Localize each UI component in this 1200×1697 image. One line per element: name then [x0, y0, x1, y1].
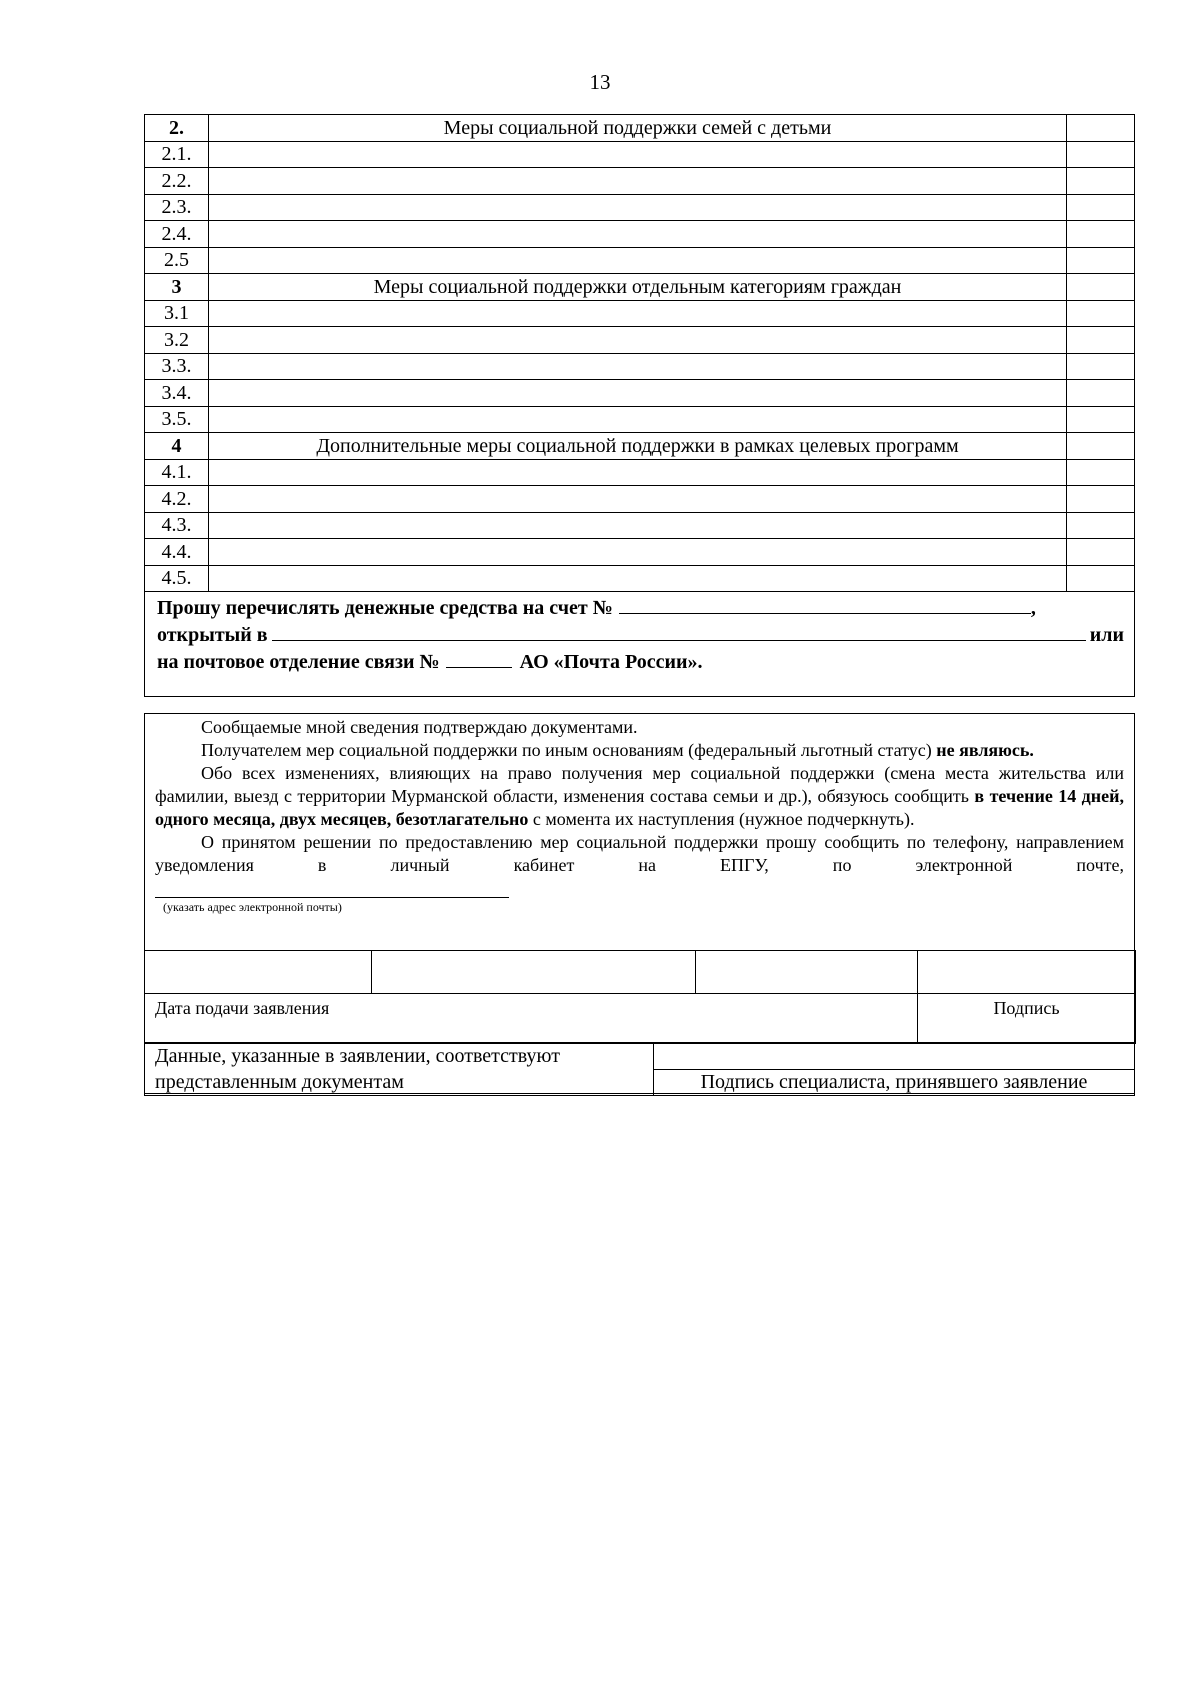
- measure-cell[interactable]: [209, 141, 1067, 168]
- mark-cell[interactable]: [1067, 247, 1135, 274]
- mark-cell[interactable]: [1067, 565, 1135, 592]
- row-number: 4.2.: [145, 486, 209, 513]
- table-row: [145, 194, 1135, 221]
- acceptance-statement: Данные, указанные в заявлении, соответствуют представленным документам: [145, 1043, 654, 1096]
- payment-post-label: на почтовое отделение связи №: [157, 651, 440, 673]
- table-row: [145, 486, 1135, 513]
- email-field[interactable]: [155, 897, 509, 898]
- row-number: 3.2: [145, 327, 209, 354]
- page-number: 13: [589, 70, 611, 94]
- specialist-signature-label: Подпись специалиста, принявшего заявление: [654, 1069, 1135, 1096]
- statement-text: [145, 714, 1134, 877]
- measure-cell[interactable]: [209, 565, 1067, 592]
- submission-date-label: Дата подачи заявления: [145, 994, 918, 1044]
- table-row: [145, 406, 1135, 433]
- mark-cell[interactable]: [1067, 539, 1135, 566]
- table-section-row: [145, 433, 1135, 460]
- statement-p3-end: с момента их наступления (нужное подчеркнуть).: [532, 809, 915, 829]
- row-number: 4.3.: [145, 512, 209, 539]
- signature-cell[interactable]: [918, 951, 1136, 994]
- acceptance-table: [144, 1042, 1135, 1096]
- measure-cell[interactable]: [209, 459, 1067, 486]
- mark-cell[interactable]: [1067, 512, 1135, 539]
- measure-cell[interactable]: [209, 353, 1067, 380]
- table-row: [145, 353, 1135, 380]
- date-cell-1[interactable]: [145, 951, 372, 994]
- statement-paragraph-3: [155, 762, 1124, 831]
- date-cell-3[interactable]: [696, 951, 918, 994]
- row-number: 4.1.: [145, 459, 209, 486]
- statement-p3-bold: в течение 14 дней, одного месяца, двух месяцев, безотлагательно: [155, 786, 1124, 829]
- table-row: [145, 512, 1135, 539]
- measure-cell[interactable]: [209, 512, 1067, 539]
- payment-account-comma: ,: [1030, 597, 1036, 619]
- measure-cell[interactable]: [209, 406, 1067, 433]
- table-section-row: [145, 115, 1135, 142]
- mark-cell[interactable]: [1067, 194, 1135, 221]
- mark-cell[interactable]: [1067, 459, 1135, 486]
- row-number: 2.: [145, 115, 209, 142]
- date-cell-2[interactable]: [372, 951, 696, 994]
- mark-cell[interactable]: [1067, 380, 1135, 407]
- row-number: 3: [145, 274, 209, 301]
- mark-cell[interactable]: [1067, 327, 1135, 354]
- table-row: [145, 221, 1135, 248]
- row-number: 3.5.: [145, 406, 209, 433]
- mark-cell[interactable]: [1067, 406, 1135, 433]
- table-row: [145, 459, 1135, 486]
- row-number: 3.4.: [145, 380, 209, 407]
- measure-cell[interactable]: [209, 168, 1067, 195]
- mark-cell[interactable]: [1067, 353, 1135, 380]
- statement-paragraph-4: О принятом решении по предоставлению мер социальной поддержки прошу сообщить по телефону, направлением уведомления в личный кабинет на ЕПГУ, по электронной почте,: [155, 832, 1124, 875]
- mark-cell[interactable]: [1067, 433, 1135, 460]
- payment-bank-label: открытый в: [157, 624, 268, 646]
- row-number: 4: [145, 433, 209, 460]
- mark-cell[interactable]: [1067, 486, 1135, 513]
- section-title: Меры социальной поддержки отдельным категориям граждан: [209, 274, 1067, 301]
- measures-table: [144, 114, 1135, 697]
- mark-cell[interactable]: [1067, 168, 1135, 195]
- row-number: 3.3.: [145, 353, 209, 380]
- table-row: [145, 380, 1135, 407]
- statement-p2-bold: не являюсь.: [936, 740, 1034, 760]
- statement-p3-text: Обо всех изменениях, влияющих на право получения мер социальной поддержки (смена места жительства или фамилии, выезд с территории Мурманской области, изменения состава семьи и др.), обязуюсь сообщить: [155, 763, 1124, 806]
- section-title: Меры социальной поддержки семей с детьми: [209, 115, 1067, 142]
- payment-post-line: [157, 649, 1124, 676]
- table-row: [145, 300, 1135, 327]
- measure-cell[interactable]: [209, 380, 1067, 407]
- payment-row: [145, 592, 1135, 697]
- row-number: 4.5.: [145, 565, 209, 592]
- measures-table-body: [145, 115, 1135, 592]
- table-section-row: [145, 274, 1135, 301]
- row-number: 2.3.: [145, 194, 209, 221]
- row-number: 3.1: [145, 300, 209, 327]
- measure-cell[interactable]: [209, 327, 1067, 354]
- section-title: Дополнительные меры социальной поддержки в рамках целевых программ: [209, 433, 1067, 460]
- mark-cell[interactable]: [1067, 115, 1135, 142]
- row-number: 4.4.: [145, 539, 209, 566]
- statement-paragraph-1: Сообщаемые мной сведения подтверждаю документами.: [201, 717, 638, 737]
- payment-post-org: АО «Почта России».: [519, 651, 703, 673]
- payment-details: [145, 592, 1135, 697]
- table-row: [145, 327, 1135, 354]
- statement-paragraph-2: [155, 739, 1124, 762]
- mark-cell[interactable]: [1067, 221, 1135, 248]
- row-number: 2.5: [145, 247, 209, 274]
- mark-cell[interactable]: [1067, 300, 1135, 327]
- date-signature-fields: [145, 951, 1136, 994]
- statement-block: [144, 713, 1135, 1094]
- payment-account-label: Прошу перечислять денежные средства на счет №: [157, 597, 613, 619]
- bank-name-field[interactable]: [272, 622, 1086, 641]
- table-row: [145, 539, 1135, 566]
- table-row: [145, 168, 1135, 195]
- measure-cell[interactable]: [209, 300, 1067, 327]
- email-caption: (указать адрес электронной почты): [163, 900, 342, 914]
- row-number: 2.4.: [145, 221, 209, 248]
- signature-label: Подпись: [918, 994, 1136, 1044]
- payment-bank-line: [157, 622, 1124, 649]
- payment-account-line: [157, 595, 1124, 622]
- measure-cell[interactable]: [209, 194, 1067, 221]
- measure-cell[interactable]: [209, 539, 1067, 566]
- measure-cell[interactable]: [209, 486, 1067, 513]
- payment-or-label: или: [1089, 624, 1124, 646]
- mark-cell[interactable]: [1067, 274, 1135, 301]
- table-row: [145, 247, 1135, 274]
- row-number: 2.2.: [145, 168, 209, 195]
- signature-table: [144, 950, 1136, 1044]
- specialist-signature-field[interactable]: [654, 1043, 1135, 1070]
- account-number-field[interactable]: [619, 595, 1031, 614]
- row-number: 2.1.: [145, 141, 209, 168]
- measure-cell[interactable]: [209, 221, 1067, 248]
- mark-cell[interactable]: [1067, 141, 1135, 168]
- measure-cell[interactable]: [209, 247, 1067, 274]
- table-row: [145, 141, 1135, 168]
- post-office-number-field[interactable]: [446, 649, 512, 668]
- statement-p2-text: Получателем мер социальной поддержки по иным основаниям (федеральный льготный статус): [201, 740, 932, 760]
- date-signature-labels: [145, 994, 1136, 1044]
- table-row: [145, 565, 1135, 592]
